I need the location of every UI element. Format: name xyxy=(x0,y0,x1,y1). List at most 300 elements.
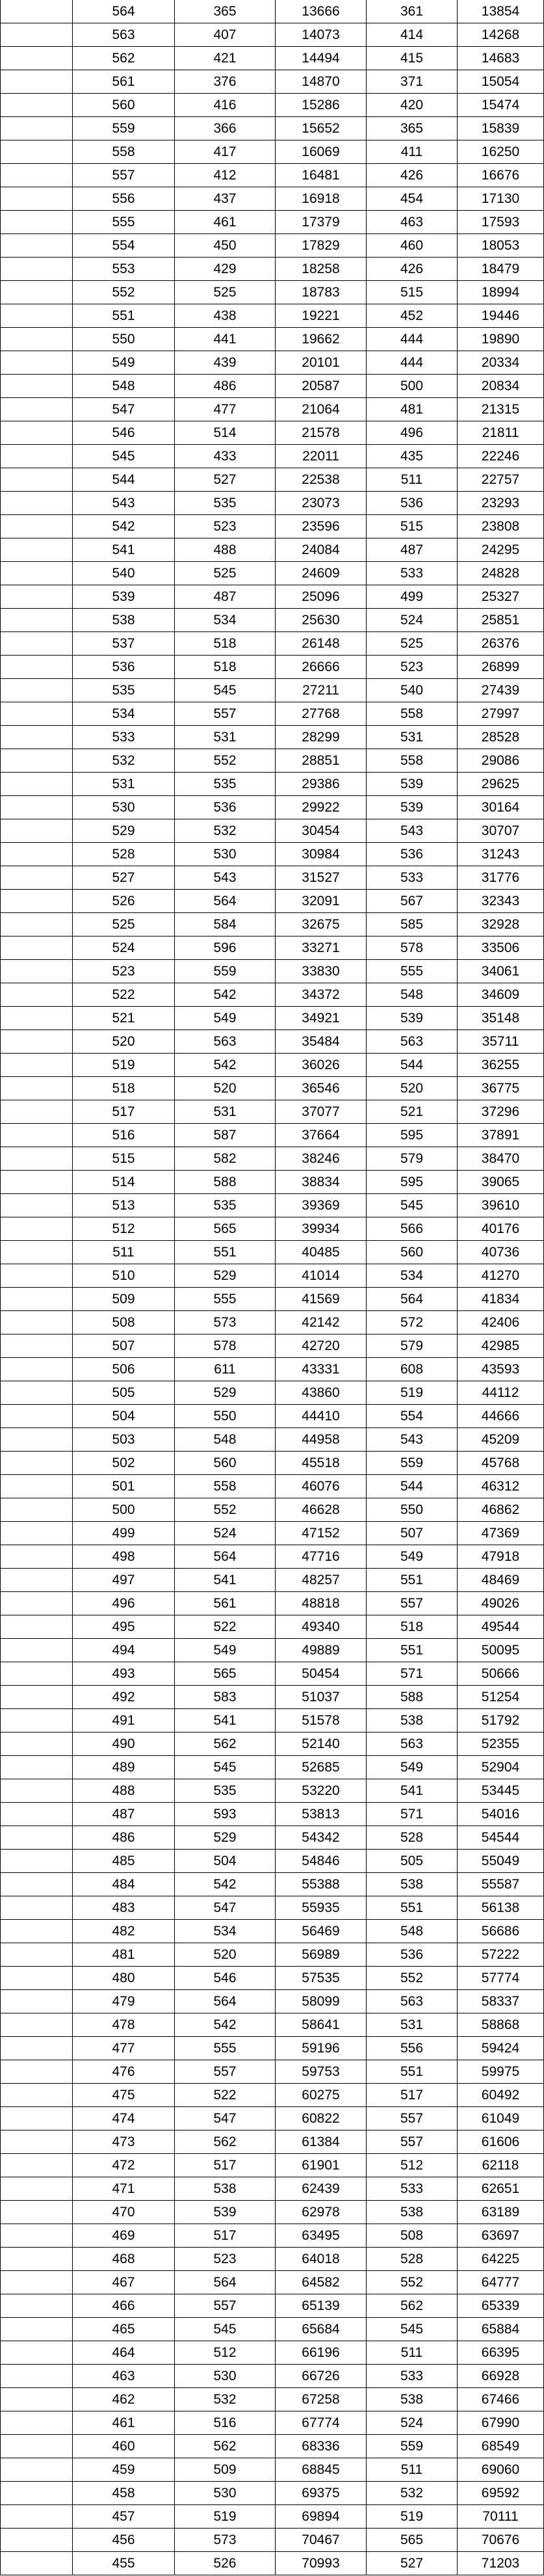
table-row xyxy=(1,749,544,773)
table-cell: 501 xyxy=(73,1475,175,1498)
table-cell: 492 xyxy=(73,1686,175,1709)
table-row xyxy=(1,140,544,164)
empty-cell xyxy=(1,281,73,304)
table-cell: 565 xyxy=(367,2529,458,2552)
table-cell: 538 xyxy=(175,2177,276,2201)
empty-cell xyxy=(1,2411,73,2435)
table-cell: 560 xyxy=(175,1452,276,1475)
table-cell: 560 xyxy=(73,94,175,117)
table-cell: 498 xyxy=(73,1545,175,1569)
table-cell: 52904 xyxy=(458,1756,544,1779)
empty-cell xyxy=(1,1826,73,1850)
table-row xyxy=(1,117,544,140)
table-row xyxy=(1,1264,544,1288)
table-cell: 529 xyxy=(175,1826,276,1850)
table-cell: 371 xyxy=(367,70,458,94)
table-cell: 481 xyxy=(73,1943,175,1967)
table-cell: 552 xyxy=(367,2271,458,2294)
table-cell: 458 xyxy=(73,2482,175,2505)
table-cell: 416 xyxy=(175,94,276,117)
table-cell: 22011 xyxy=(276,445,367,468)
table-row xyxy=(1,1662,544,1686)
table-cell: 34609 xyxy=(458,983,544,1007)
table-cell: 63697 xyxy=(458,2224,544,2248)
empty-cell xyxy=(1,1779,73,1803)
table-row xyxy=(1,1358,544,1381)
table-cell: 481 xyxy=(367,398,458,421)
table-cell: 531 xyxy=(175,1100,276,1124)
table-cell: 15652 xyxy=(276,117,367,140)
table-cell: 573 xyxy=(175,2529,276,2552)
table-cell: 488 xyxy=(73,1779,175,1803)
table-cell: 59196 xyxy=(276,2037,367,2060)
table-cell: 33830 xyxy=(276,960,367,983)
table-cell: 556 xyxy=(73,187,175,211)
table-cell: 587 xyxy=(175,1124,276,1147)
table-cell: 520 xyxy=(367,1077,458,1100)
table-row xyxy=(1,538,544,562)
table-cell: 48257 xyxy=(276,1569,367,1592)
table-cell: 68845 xyxy=(276,2458,367,2482)
table-cell: 60822 xyxy=(276,2107,367,2131)
table-cell: 41270 xyxy=(458,1264,544,1288)
table-cell: 44958 xyxy=(276,1428,367,1452)
table-cell: 465 xyxy=(73,2318,175,2341)
table-cell: 511 xyxy=(367,2341,458,2365)
table-cell: 549 xyxy=(73,351,175,375)
table-cell: 420 xyxy=(367,94,458,117)
table-cell: 514 xyxy=(73,1171,175,1194)
table-cell: 486 xyxy=(73,1826,175,1850)
table-cell: 411 xyxy=(367,140,458,164)
table-cell: 43593 xyxy=(458,1358,544,1381)
table-cell: 512 xyxy=(367,2154,458,2177)
table-cell: 526 xyxy=(73,890,175,913)
table-cell: 611 xyxy=(175,1358,276,1381)
table-row xyxy=(1,304,544,328)
empty-cell xyxy=(1,2482,73,2505)
table-row xyxy=(1,913,544,936)
table-row xyxy=(1,1007,544,1030)
table-cell: 42985 xyxy=(458,1334,544,1358)
table-cell: 532 xyxy=(73,749,175,773)
table-cell: 26666 xyxy=(276,656,367,679)
table-cell: 65339 xyxy=(458,2294,544,2318)
table-cell: 524 xyxy=(175,1522,276,1545)
table-cell: 541 xyxy=(73,538,175,562)
table-cell: 14268 xyxy=(458,23,544,47)
table-cell: 16918 xyxy=(276,187,367,211)
table-cell: 23596 xyxy=(276,515,367,538)
table-row xyxy=(1,445,544,468)
table-cell: 19221 xyxy=(276,304,367,328)
table-cell: 562 xyxy=(73,47,175,70)
table-cell: 46312 xyxy=(458,1475,544,1498)
table-cell: 18258 xyxy=(276,258,367,281)
empty-cell xyxy=(1,398,73,421)
table-cell: 549 xyxy=(175,1007,276,1030)
table-cell: 20101 xyxy=(276,351,367,375)
table-cell: 555 xyxy=(367,960,458,983)
table-cell: 55388 xyxy=(276,1873,367,1896)
table-cell: 530 xyxy=(175,2482,276,2505)
table-cell: 557 xyxy=(175,2060,276,2084)
empty-cell xyxy=(1,890,73,913)
table-row xyxy=(1,2154,544,2177)
table-cell: 559 xyxy=(367,1452,458,1475)
table-cell: 32091 xyxy=(276,890,367,913)
table-cell: 563 xyxy=(367,1990,458,2013)
table-cell: 503 xyxy=(73,1428,175,1452)
table-cell: 583 xyxy=(175,1686,276,1709)
table-cell: 68549 xyxy=(458,2435,544,2458)
table-cell: 542 xyxy=(175,2013,276,2037)
table-cell: 512 xyxy=(73,1217,175,1241)
table-cell: 509 xyxy=(175,2458,276,2482)
table-cell: 70111 xyxy=(458,2505,544,2529)
empty-cell xyxy=(1,2224,73,2248)
table-cell: 51037 xyxy=(276,1686,367,1709)
table-row xyxy=(1,1124,544,1147)
table-cell: 579 xyxy=(367,1334,458,1358)
table-cell: 16676 xyxy=(458,164,544,187)
table-cell: 32928 xyxy=(458,913,544,936)
empty-cell xyxy=(1,0,73,23)
table-cell: 17379 xyxy=(276,211,367,234)
table-cell: 30454 xyxy=(276,819,367,843)
table-cell: 407 xyxy=(175,23,276,47)
table-row xyxy=(1,1288,544,1311)
table-cell: 484 xyxy=(73,1873,175,1896)
table-cell: 415 xyxy=(367,47,458,70)
table-cell: 27768 xyxy=(276,702,367,726)
table-cell: 523 xyxy=(367,656,458,679)
table-cell: 20334 xyxy=(458,351,544,375)
table-row xyxy=(1,2318,544,2341)
table-cell: 564 xyxy=(175,2271,276,2294)
table-row xyxy=(1,1920,544,1943)
table-cell: 552 xyxy=(73,281,175,304)
table-cell: 65139 xyxy=(276,2294,367,2318)
table-cell: 531 xyxy=(175,726,276,749)
table-cell: 504 xyxy=(175,1850,276,1873)
table-cell: 551 xyxy=(367,1569,458,1592)
table-cell: 64018 xyxy=(276,2248,367,2271)
table-row xyxy=(1,890,544,913)
empty-cell xyxy=(1,47,73,70)
table-cell: 15474 xyxy=(458,94,544,117)
table-cell: 535 xyxy=(175,1779,276,1803)
table-cell: 37296 xyxy=(458,1100,544,1124)
empty-cell xyxy=(1,1358,73,1381)
table-cell: 26148 xyxy=(276,632,367,656)
table-cell: 46628 xyxy=(276,1498,367,1522)
empty-cell xyxy=(1,538,73,562)
table-cell: 535 xyxy=(175,492,276,515)
table-cell: 505 xyxy=(367,1850,458,1873)
empty-cell xyxy=(1,234,73,258)
table-cell: 550 xyxy=(367,1498,458,1522)
table-cell: 496 xyxy=(367,421,458,445)
table-cell: 469 xyxy=(73,2224,175,2248)
table-row xyxy=(1,468,544,492)
empty-cell xyxy=(1,1733,73,1756)
empty-cell xyxy=(1,983,73,1007)
table-cell: 490 xyxy=(73,1733,175,1756)
table-cell: 414 xyxy=(367,23,458,47)
table-cell: 67466 xyxy=(458,2388,544,2411)
table-cell: 529 xyxy=(73,819,175,843)
table-cell: 558 xyxy=(367,702,458,726)
table-row xyxy=(1,70,544,94)
table-cell: 27997 xyxy=(458,702,544,726)
table-cell: 536 xyxy=(367,492,458,515)
table-cell: 44410 xyxy=(276,1405,367,1428)
table-cell: 461 xyxy=(175,211,276,234)
table-cell: 31527 xyxy=(276,866,367,890)
table-cell: 18783 xyxy=(276,281,367,304)
table-cell: 558 xyxy=(73,140,175,164)
table-cell: 543 xyxy=(175,866,276,890)
table-cell: 479 xyxy=(73,1990,175,2013)
table-row xyxy=(1,492,544,515)
table-cell: 55935 xyxy=(276,1896,367,1920)
table-cell: 473 xyxy=(73,2131,175,2154)
table-cell: 39934 xyxy=(276,1217,367,1241)
table-cell: 49544 xyxy=(458,1615,544,1639)
table-cell: 56989 xyxy=(276,1943,367,1967)
empty-cell xyxy=(1,328,73,351)
empty-cell xyxy=(1,2013,73,2037)
table-cell: 548 xyxy=(367,1920,458,1943)
table-cell: 29922 xyxy=(276,796,367,819)
empty-cell xyxy=(1,164,73,187)
table-cell: 25096 xyxy=(276,585,367,609)
table-cell: 557 xyxy=(367,1592,458,1615)
table-cell: 58337 xyxy=(458,1990,544,2013)
table-cell: 530 xyxy=(175,2365,276,2388)
table-row xyxy=(1,2411,544,2435)
empty-cell xyxy=(1,585,73,609)
table-cell: 29625 xyxy=(458,773,544,796)
table-row xyxy=(1,1569,544,1592)
empty-cell xyxy=(1,515,73,538)
table-cell: 460 xyxy=(73,2435,175,2458)
empty-cell xyxy=(1,2060,73,2084)
table-row xyxy=(1,1943,544,1967)
table-cell: 66726 xyxy=(276,2365,367,2388)
table-cell: 585 xyxy=(367,913,458,936)
empty-cell xyxy=(1,1545,73,1569)
table-cell: 520 xyxy=(73,1030,175,1054)
table-cell: 531 xyxy=(73,773,175,796)
table-cell: 521 xyxy=(367,1100,458,1124)
table-cell: 551 xyxy=(367,1896,458,1920)
table-cell: 533 xyxy=(367,2177,458,2201)
table-cell: 33506 xyxy=(458,936,544,960)
table-cell: 502 xyxy=(73,1452,175,1475)
table-cell: 544 xyxy=(367,1475,458,1498)
table-cell: 550 xyxy=(175,1405,276,1428)
table-cell: 24295 xyxy=(458,538,544,562)
table-cell: 562 xyxy=(367,2294,458,2318)
table-row xyxy=(1,23,544,47)
table-cell: 556 xyxy=(367,2037,458,2060)
table-cell: 49026 xyxy=(458,1592,544,1615)
table-cell: 562 xyxy=(175,2435,276,2458)
table-cell: 45768 xyxy=(458,1452,544,1475)
table-cell: 559 xyxy=(175,960,276,983)
table-cell: 537 xyxy=(73,632,175,656)
table-cell: 531 xyxy=(367,2013,458,2037)
table-cell: 524 xyxy=(367,2411,458,2435)
table-cell: 71203 xyxy=(458,2552,544,2575)
table-cell: 438 xyxy=(175,304,276,328)
table-cell: 543 xyxy=(73,492,175,515)
table-cell: 543 xyxy=(367,819,458,843)
table-cell: 545 xyxy=(73,445,175,468)
table-cell: 35711 xyxy=(458,1030,544,1054)
table-row xyxy=(1,1967,544,1990)
table-row xyxy=(1,2248,544,2271)
table-cell: 40485 xyxy=(276,1241,367,1264)
table-cell: 65884 xyxy=(458,2318,544,2341)
table-cell: 16481 xyxy=(276,164,367,187)
empty-cell xyxy=(1,632,73,656)
table-row xyxy=(1,2341,544,2365)
table-row xyxy=(1,1311,544,1334)
empty-cell xyxy=(1,2271,73,2294)
table-cell: 15054 xyxy=(458,70,544,94)
table-cell: 34061 xyxy=(458,960,544,983)
table-cell: 58868 xyxy=(458,2013,544,2037)
table-cell: 450 xyxy=(175,234,276,258)
empty-cell xyxy=(1,843,73,866)
table-row xyxy=(1,843,544,866)
empty-cell xyxy=(1,1311,73,1334)
table-cell: 500 xyxy=(367,375,458,398)
table-cell: 22246 xyxy=(458,445,544,468)
empty-cell xyxy=(1,94,73,117)
table-row xyxy=(1,351,544,375)
table-cell: 54846 xyxy=(276,1850,367,1873)
empty-cell xyxy=(1,351,73,375)
table-row xyxy=(1,421,544,445)
table-cell: 37891 xyxy=(458,1124,544,1147)
table-cell: 20587 xyxy=(276,375,367,398)
empty-cell xyxy=(1,2177,73,2201)
table-cell: 40176 xyxy=(458,1217,544,1241)
table-cell: 538 xyxy=(367,1709,458,1733)
table-cell: 457 xyxy=(73,2505,175,2529)
table-row xyxy=(1,562,544,585)
empty-cell xyxy=(1,2458,73,2482)
empty-cell xyxy=(1,2552,73,2575)
table-cell: 547 xyxy=(73,398,175,421)
empty-cell xyxy=(1,1850,73,1873)
table-cell: 509 xyxy=(73,1288,175,1311)
table-cell: 472 xyxy=(73,2154,175,2177)
table-cell: 69592 xyxy=(458,2482,544,2505)
empty-cell xyxy=(1,1334,73,1358)
table-cell: 474 xyxy=(73,2107,175,2131)
table-cell: 39610 xyxy=(458,1194,544,1217)
table-cell: 14870 xyxy=(276,70,367,94)
table-cell: 28299 xyxy=(276,726,367,749)
table-cell: 47152 xyxy=(276,1522,367,1545)
table-cell: 533 xyxy=(367,866,458,890)
table-cell: 524 xyxy=(367,609,458,632)
table-cell: 18479 xyxy=(458,258,544,281)
table-cell: 540 xyxy=(73,562,175,585)
table-cell: 62118 xyxy=(458,2154,544,2177)
table-row xyxy=(1,281,544,304)
table-cell: 20834 xyxy=(458,375,544,398)
empty-cell xyxy=(1,1662,73,1686)
table-cell: 566 xyxy=(367,1217,458,1241)
table-cell: 558 xyxy=(367,749,458,773)
table-cell: 48469 xyxy=(458,1569,544,1592)
empty-cell xyxy=(1,2037,73,2060)
table-cell: 37077 xyxy=(276,1100,367,1124)
table-cell: 58641 xyxy=(276,2013,367,2037)
table-cell: 25327 xyxy=(458,585,544,609)
table-row xyxy=(1,796,544,819)
table-cell: 17130 xyxy=(458,187,544,211)
table-row xyxy=(1,1030,544,1054)
empty-cell xyxy=(1,1007,73,1030)
empty-cell xyxy=(1,1288,73,1311)
table-cell: 25630 xyxy=(276,609,367,632)
table-cell: 361 xyxy=(367,0,458,23)
table-cell: 519 xyxy=(367,2505,458,2529)
empty-cell xyxy=(1,866,73,890)
table-row xyxy=(1,866,544,890)
table-cell: 559 xyxy=(367,2435,458,2458)
table-cell: 47369 xyxy=(458,1522,544,1545)
table-cell: 67774 xyxy=(276,2411,367,2435)
table-row xyxy=(1,1475,544,1498)
empty-cell xyxy=(1,726,73,749)
table-cell: 466 xyxy=(73,2294,175,2318)
table-cell: 522 xyxy=(175,1615,276,1639)
table-cell: 53813 xyxy=(276,1803,367,1826)
table-cell: 62439 xyxy=(276,2177,367,2201)
empty-cell xyxy=(1,1241,73,1264)
table-cell: 34372 xyxy=(276,983,367,1007)
table-cell: 562 xyxy=(175,1733,276,1756)
table-row xyxy=(1,515,544,538)
table-cell: 426 xyxy=(367,258,458,281)
table-row xyxy=(1,2084,544,2107)
table-row xyxy=(1,2107,544,2131)
table-row xyxy=(1,211,544,234)
table-cell: 565 xyxy=(175,1662,276,1686)
empty-cell xyxy=(1,1756,73,1779)
table-cell: 478 xyxy=(73,2013,175,2037)
table-cell: 36255 xyxy=(458,1054,544,1077)
empty-cell xyxy=(1,702,73,726)
empty-cell xyxy=(1,656,73,679)
empty-cell xyxy=(1,258,73,281)
table-cell: 544 xyxy=(367,1054,458,1077)
table-cell: 31776 xyxy=(458,866,544,890)
empty-cell xyxy=(1,2529,73,2552)
table-cell: 40736 xyxy=(458,1241,544,1264)
table-cell: 578 xyxy=(367,936,458,960)
table-cell: 470 xyxy=(73,2201,175,2224)
empty-cell xyxy=(1,117,73,140)
